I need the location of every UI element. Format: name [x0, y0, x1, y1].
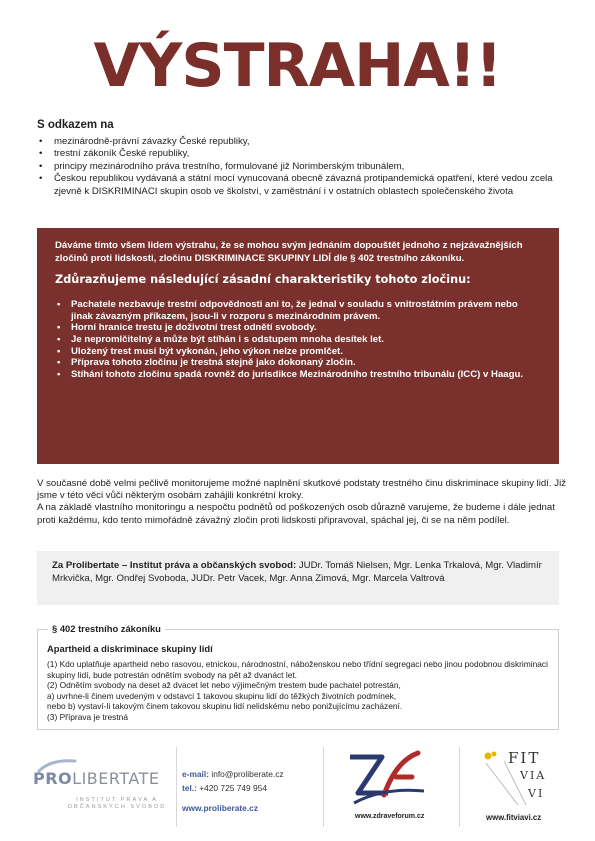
monitoring-text-2: A na základě vlastního monitoringu a nespočtu podnětů od poškozených osob důrazně varujeme, že budeme i dále jednat proti každému, kdo tento mimořádně závažný zločin proti lidskosti připravoval, spáchal jej, či se na něm podílel. [37, 502, 555, 526]
warning-item: • Horní hranice trestu je doživotní trest odnětí svobody. [55, 322, 539, 334]
signatories-box [37, 551, 559, 605]
signatories-names: JUDr. Tomáš Nielsen, Mgr. Lenka Trkalová, Mgr. Vladimír Mrkvička, Mgr. Ondřej Svoboda, JUDr. Petr Vacek, Mgr. Anna Zimová, Mgr. Marcela Valtrová [52, 560, 542, 584]
warning-text: Dáváme tímto všem lidem výstrahu, že se mohou svým jednáním dopouštět jednoho z nejzávažnějších zločinů proti lidskosti, zločinu DISKRIMINACE SKUPINY LIDÍ dle § 402 trestního zákoníku. [55, 240, 523, 264]
fit-word-3: VI [528, 787, 545, 800]
law-text: (1) Kdo uplatňuje apartheid nebo rasovou, etnickou, národnostní, náboženskou nebo třídní segregaci nebo jinou podobnou diskriminaci skupiny lidí, bude potrestán odnětím svobody na pět až dvanáct let. (2) Odnětím svobody na deset až dvacet let nebo výjimečným trestem bude pachatel potrestán, a) uvrhne-li činem uvedeným v odstavci 1 takovou skupinu lidí do těžkých životních podmínek, nebo b) vystaví-li takovým činem takovou skupinu lidí nelidskému nebo ponižujícímu zacházení. (3) Příprava je trestná [47, 659, 548, 722]
footer [0, 747, 595, 827]
logo-word-pro: PRO [33, 769, 73, 788]
phone-value: +420 725 749 954 [199, 783, 267, 793]
warning-item: • Je nepromlčitelný a může být stíhán i s odstupem mnoha desítek let. [55, 334, 539, 346]
email-label: e-mail: [182, 769, 209, 779]
warning-item: • Příprava tohoto zločinu je trestná stejně jako dokonaný zločin. [55, 357, 539, 369]
intro-item: • Českou republikou vydávaná a státní mocí vynucovaná obecně závazná protipandemická opatření, které vedou zcela zjevně k DISKRIMINACI skupin osob ve školství, v zaměstnání i v ostatních oblastech společenského života [37, 173, 562, 198]
intro-item: • trestní zákoník České republiky, [37, 148, 562, 160]
warning-item: • Pachatele nezbavuje trestní odpovědnosti ani to, že jednal v souladu s vnitrostátním právem nebo jinak závazným příkazem, jsou-li v rozporu s mezinárodním právem. [55, 299, 539, 322]
law-box [37, 623, 559, 730]
intro-item: • mezinárodně-právní závazky České republiky, [37, 136, 562, 148]
monitoring-text-1: V současné době velmi pečlivě monitorujeme možné naplnění skutkové podstaty trestného činu diskriminace skupiny lidí. Již jsme v této věci vůči některým osobám zahájili konkrétní kroky. [37, 478, 566, 502]
logo-word-libertate: LIBERTATE [72, 769, 160, 788]
fit-word-2: VIA [520, 769, 547, 782]
web-link[interactable]: www.proliberate.cz [182, 803, 259, 813]
zdraveforum-link[interactable]: www.zdraveforum.cz [355, 813, 425, 820]
zf-logo-icon [344, 747, 434, 811]
warning-box [37, 228, 559, 464]
intro-heading: S odkazem na [37, 119, 114, 131]
contact-block [182, 767, 284, 815]
logo-subtitle: INSTITUT PRÁVA A OBČANSKÝCH SVOBOD [67, 797, 167, 810]
signatories-org: Za Prolibertate – Institut práva a občanských svobod: [52, 560, 297, 571]
law-title: Apartheid a diskriminace skupiny lidí [47, 643, 213, 654]
fitviavi-link[interactable]: www.fitviavi.cz [486, 813, 542, 822]
intro-item: • principy mezinárodního práva trestního, formulované již Norimberským tribunálem, [37, 161, 562, 173]
footer-divider [323, 747, 324, 827]
phone-label: tel.: [182, 783, 197, 793]
monitoring-paragraph [37, 478, 567, 527]
prolibertate-logo [33, 769, 173, 829]
warning-emphasis: Zdůrazňujeme následující zásadní charakteristiky tohoto zločinu: [55, 273, 471, 287]
page-title: VÝSTRAHA!! [93, 31, 502, 101]
footer-divider [176, 747, 177, 827]
intro-list [37, 136, 562, 198]
footer-divider [459, 747, 460, 827]
warning-item: • Stíhání tohoto zločinu spadá rovněž do jurisdikce Mezinárodního trestního tribunálu (ICC) v Haagu. [55, 369, 539, 381]
warning-list [55, 299, 539, 380]
fit-word-1: FIT [508, 749, 541, 767]
law-legend: § 402 trestního zákoníku [48, 623, 165, 634]
email-link[interactable]: info@proliberate.cz [211, 769, 284, 779]
warning-item: • Uložený trest musí být vykonán, jeho výkon nelze promlčet. [55, 346, 539, 358]
